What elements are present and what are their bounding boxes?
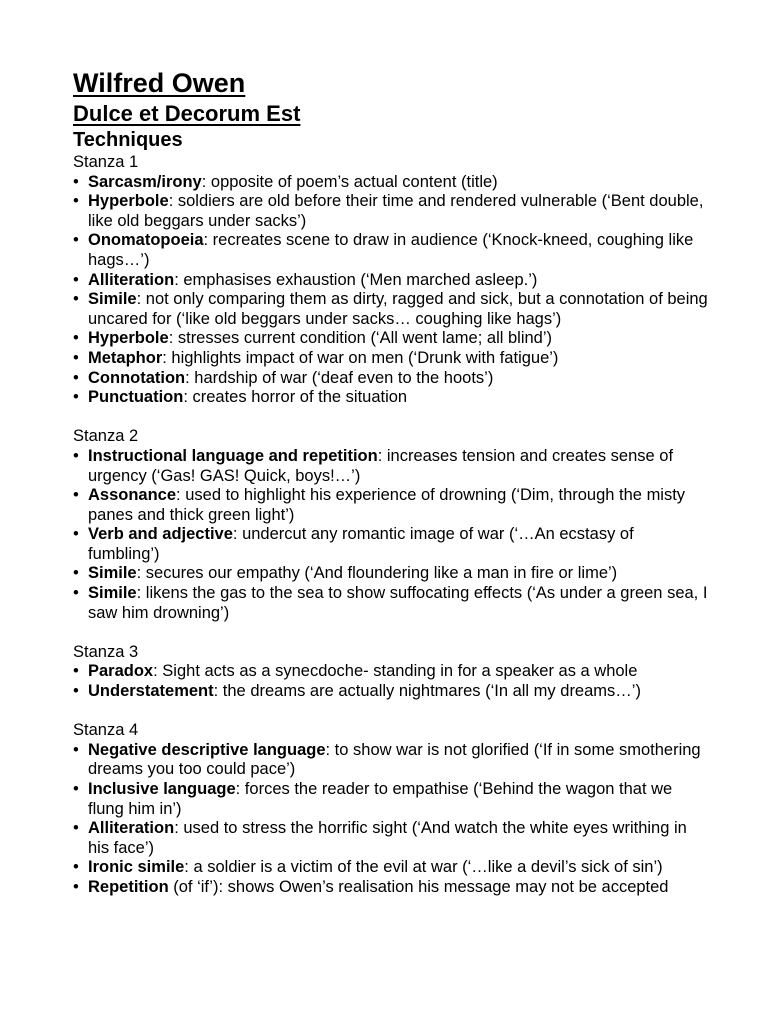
technique-description: : recreates scene to draw in audience (‘Knock-kneed, coughing like hags…’): [88, 231, 694, 269]
technique-term: Repetition: [88, 877, 169, 896]
technique-description: (of ‘if’): shows Owen’s realisation his message may not be accepted: [168, 877, 669, 896]
section-heading: Techniques: [73, 129, 183, 151]
technique-description: : increases tension and creates sense of urgency (‘Gas! GAS! Quick, boys!…’): [88, 446, 674, 485]
technique-description: : secures our empathy (‘And floundering like a man in fire or lime’): [136, 564, 618, 583]
technique-description: : likens the gas to the sea to show suffocating effects (‘As under a green sea, I saw him drowning’): [88, 584, 708, 622]
technique-description: : soldiers are old before their time and rendered vulnerable (‘Bent double, like old beggars under sacks’): [88, 192, 704, 230]
technique-item: [73, 447, 708, 486]
technique-term: Simile: [88, 290, 137, 309]
technique-term: Negative descriptive language: [88, 740, 326, 759]
technique-item: [73, 525, 708, 564]
bullet-icon: •: [73, 329, 79, 348]
technique-description: : hardship of war (‘deaf even to the hoots’): [185, 368, 494, 387]
technique-item: [73, 741, 708, 780]
stanza-list: [73, 153, 708, 898]
bullet-icon: •: [73, 446, 79, 465]
bullet-icon: •: [73, 858, 79, 877]
stanza-heading: Stanza 1: [73, 153, 139, 171]
technique-description: : used to highlight his experience of drowning (‘Dim, through the misty panes and thick green light’): [88, 486, 686, 524]
bullet-icon: •: [73, 231, 79, 250]
technique-term: Assonance: [88, 486, 177, 505]
stanza-heading: Stanza 2: [73, 427, 139, 446]
bullet-icon: •: [73, 486, 79, 505]
technique-term: Alliteration: [88, 270, 175, 289]
technique-item: [73, 780, 708, 819]
technique-item: [73, 173, 708, 193]
technique-item: [73, 682, 708, 702]
technique-item: [73, 349, 708, 369]
technique-item: [73, 858, 708, 878]
technique-term: Inclusive language: [88, 780, 236, 798]
technique-item: [73, 369, 708, 389]
technique-term: Onomatopoeia: [88, 231, 204, 250]
technique-item: [73, 878, 708, 898]
technique-term: Verb and adjective: [88, 525, 233, 544]
technique-list: [73, 173, 708, 408]
technique-description: : used to stress the horrific sight (‘And watch the white eyes writhing in his face’): [88, 819, 687, 857]
technique-term: Instructional language and repetition: [88, 446, 378, 465]
technique-item: [73, 290, 708, 329]
technique-list: [73, 741, 708, 898]
stanza-section: [73, 643, 708, 702]
technique-description: : opposite of poem’s actual content (title): [201, 172, 498, 191]
bullet-icon: •: [73, 348, 79, 367]
technique-description: : not only comparing them as dirty, ragged and sick, but a connotation of being uncared for (‘like old beggars under sacks… coughing like hags’): [88, 290, 708, 328]
bullet-icon: •: [73, 819, 79, 838]
technique-description: : to show war is not glorified (‘If in some smothering dreams you too could pace’): [88, 740, 701, 779]
technique-item: [73, 819, 708, 858]
technique-term: Ironic simile: [88, 858, 185, 877]
bullet-icon: •: [73, 662, 79, 681]
technique-description: : forces the reader to empathise (‘Behind the wagon that we flung him in’): [88, 780, 673, 818]
technique-description: : Sight acts as a synecdoche- standing in for a speaker as a whole: [153, 662, 638, 681]
technique-item: [73, 584, 708, 623]
bullet-icon: •: [73, 780, 79, 798]
technique-description: : emphasises exhaustion (‘Men marched asleep.’): [174, 270, 538, 289]
technique-term: Hyperbole: [88, 329, 169, 348]
stanza-section: [73, 721, 708, 897]
technique-term: Alliteration: [88, 819, 175, 838]
technique-term: Simile: [88, 584, 137, 603]
technique-item: [73, 231, 708, 270]
bullet-icon: •: [73, 584, 79, 603]
bullet-icon: •: [73, 388, 79, 407]
technique-description: : undercut any romantic image of war (‘…An ecstasy of fumbling’): [88, 525, 634, 563]
technique-term: Paradox: [88, 662, 154, 681]
stanza-section: [73, 427, 708, 623]
bullet-icon: •: [73, 270, 79, 289]
poem-title: Dulce et Decorum Est: [73, 101, 301, 126]
bullet-icon: •: [73, 682, 79, 701]
technique-term: Sarcasm/irony: [88, 172, 202, 191]
technique-description: : creates horror of the situation: [183, 388, 408, 407]
stanza-heading: Stanza 3: [73, 642, 139, 661]
technique-item: [73, 564, 708, 584]
technique-item: [73, 329, 708, 349]
technique-list: [73, 662, 708, 701]
technique-item: [73, 486, 708, 525]
technique-description: : stresses current condition (‘All went lame; all blind’): [168, 329, 553, 348]
stanza-heading: Stanza 4: [73, 721, 139, 740]
technique-term: Simile: [88, 564, 137, 583]
bullet-icon: •: [73, 525, 79, 544]
technique-item: [73, 662, 708, 682]
technique-description: : a soldier is a victim of the evil at war (‘…like a devil’s sick of sin’): [184, 858, 663, 877]
technique-description: : the dreams are actually nightmares (‘In all my dreams…’): [213, 682, 641, 701]
technique-term: Metaphor: [88, 348, 163, 367]
stanza-section: [73, 153, 708, 408]
bullet-icon: •: [73, 564, 79, 583]
bullet-icon: •: [73, 172, 79, 191]
technique-item: [73, 271, 708, 291]
document-title: Wilfred Owen: [73, 68, 246, 98]
technique-item: [73, 192, 708, 231]
technique-list: [73, 447, 708, 623]
bullet-icon: •: [73, 192, 79, 211]
bullet-icon: •: [73, 290, 79, 309]
technique-term: Hyperbole: [88, 192, 169, 211]
technique-term: Understatement: [88, 682, 214, 701]
technique-term: Connotation: [88, 368, 186, 387]
bullet-icon: •: [73, 740, 79, 759]
technique-description: : highlights impact of war on men (‘Drunk with fatigue’): [162, 348, 559, 367]
technique-term: Punctuation: [88, 388, 184, 407]
bullet-icon: •: [73, 877, 79, 896]
technique-item: [73, 388, 708, 408]
bullet-icon: •: [73, 368, 79, 387]
